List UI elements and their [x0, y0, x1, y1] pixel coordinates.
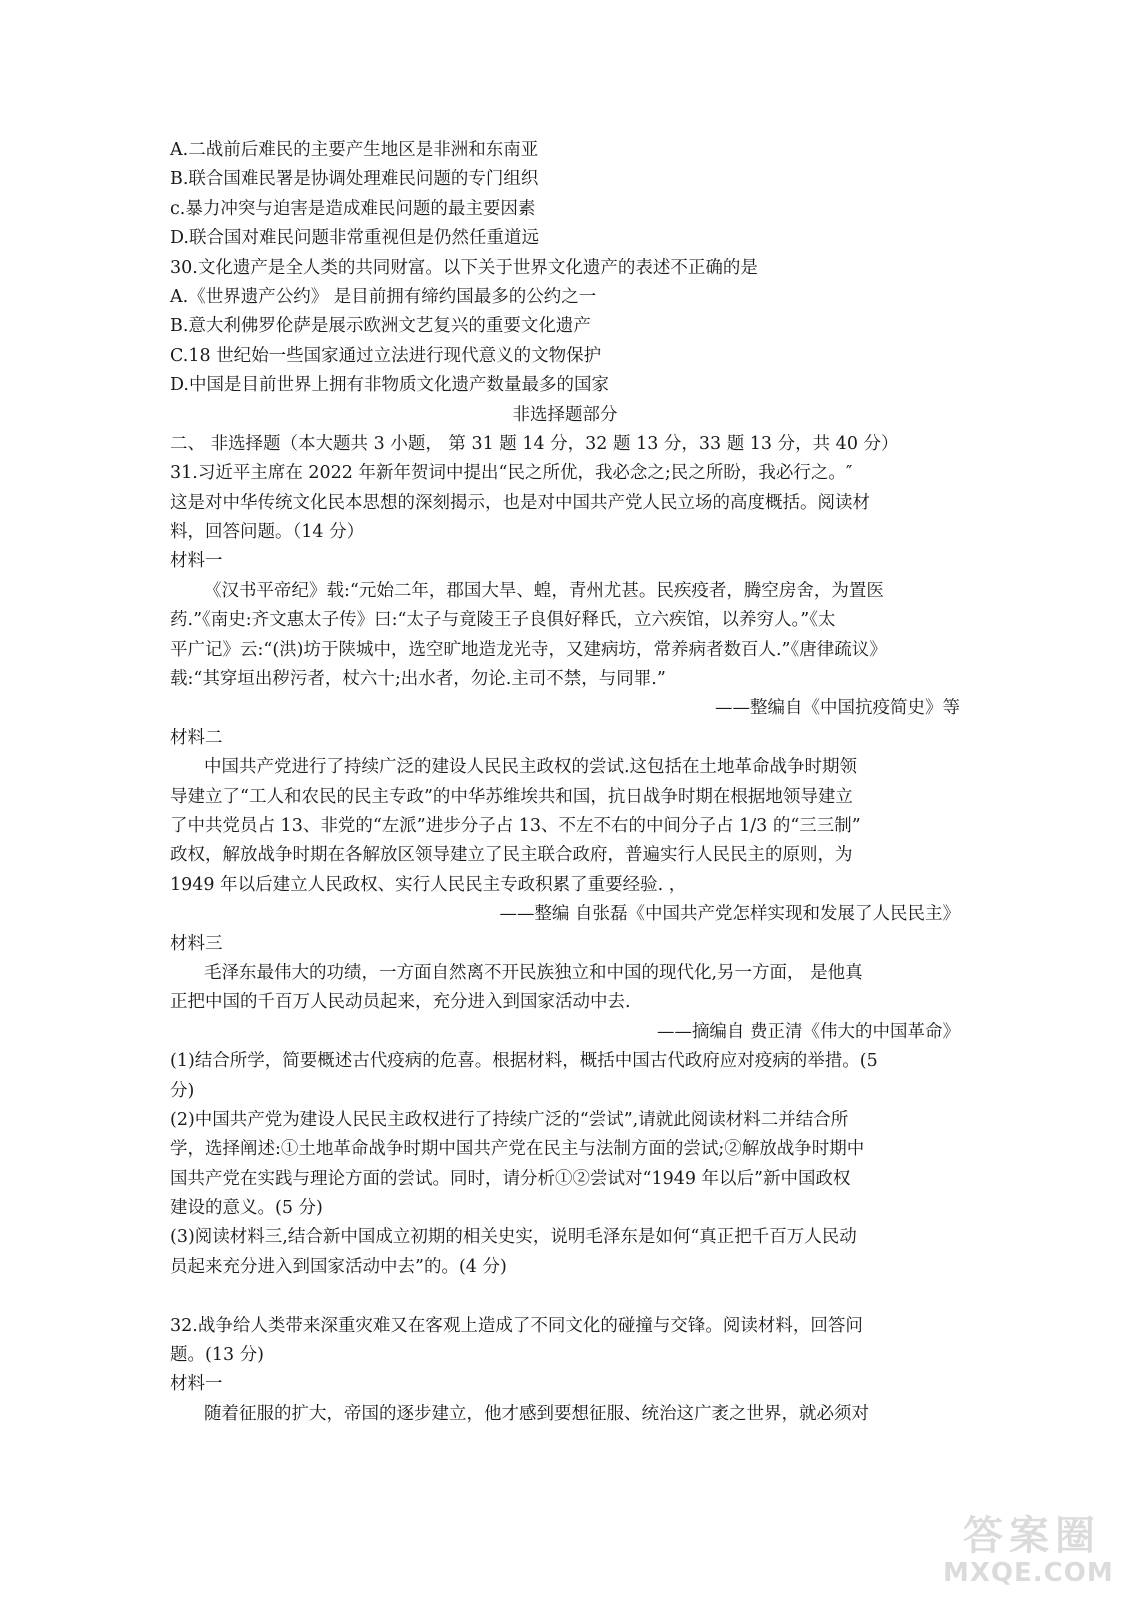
- q31-material1-label: 材料一: [170, 551, 223, 572]
- q32-stem-line: 32.战争给人类带来深重灾难又在客观上造成了不同文化的碰撞与交锋。阅读材料，回答问: [170, 1315, 863, 1336]
- q31-material2-line: 了中共党员占 13、非党的“左派”进步分子占 13、不左不右的中间分子占 1/3 的“三三制”: [170, 815, 861, 836]
- section-title: 非选择题部分: [512, 404, 618, 425]
- q31-stem-line: 这是对中华传统文化民本思想的深刻揭示，也是对中国共产党人民立场的高度概括。阅读材: [170, 492, 870, 513]
- q31-question-line: 国共产党在实践与理论方面的尝试。同时，请分析①②尝试对“1949 年以后”新中国政权: [170, 1168, 851, 1189]
- q31-material3-line: 正把中国的千百万人民动员起来，充分进入到国家活动中去.: [170, 992, 631, 1013]
- q31-material2-label: 材料二: [170, 727, 223, 748]
- q31-material3-source: ——摘编自 费正清《伟大的中国革命》: [656, 1021, 960, 1042]
- q31-material1-line: 《汉书平帝纪》载:“元始二年，郡国大旱、蝗，青州尤甚。民疾疫者，腾空房舍，为置医: [204, 580, 884, 601]
- watermark-logo: [943, 1504, 1113, 1592]
- exam-page: [170, 136, 960, 1429]
- q31-question-line: (2)中国共产党为建设人民民主政权进行了持续广泛的“尝试”,请就此阅读材料二并结合所: [170, 1109, 849, 1130]
- q31-question-line: 员起来充分进入到国家活动中去”的。(4 分): [170, 1256, 507, 1277]
- q31-material2-line: 政权，解放战争时期在各解放区领导建立了民主联合政府，普遍实行人民民主的原则，为: [170, 845, 853, 866]
- q32-material1-label: 材料一: [170, 1374, 223, 1395]
- q30-option-c: C.18 世纪始一些国家通过立法进行现代意义的文物保护: [170, 345, 602, 366]
- q31-material1-source: ——整编自《中国抗疫简史》等: [715, 698, 960, 719]
- q29-option-a: A.二战前后难民的主要产生地区是非洲和东南亚: [170, 140, 539, 160]
- q31-question-line: 分): [170, 1080, 195, 1101]
- q31-material3-line: 毛泽东最伟大的功绩，一方面自然离不开民族独立和中国的现代化,另一方面， 是他真: [204, 962, 863, 983]
- q30-option-d: D.中国是目前世界上拥有非物质文化遗产数量最多的国家: [170, 375, 609, 396]
- q31-material2-source: ——整编 自张磊《中国共产党怎样实现和发展了人民民主》: [499, 904, 960, 925]
- q31-material2-line: 中国共产党进行了持续广泛的建设人民民主政权的尝试.这包括在土地革命战争时期领: [204, 757, 858, 778]
- q31-question-line: 建设的意义。(5 分): [170, 1198, 323, 1219]
- q30-option-a: A.《世界遗产公约》 是目前拥有缔约国最多的公约之一: [170, 286, 597, 307]
- q29-option-b: B.联合国难民署是协调处理难民问题的专门组织: [170, 169, 539, 190]
- watermark-url-text: MXQE.COM: [943, 1558, 1114, 1588]
- q31-question-line: (1)结合所学，简要概述古代疫病的危喜。根据材料，概括中国古代政府应对疫病的举措。(5: [170, 1051, 878, 1072]
- q31-question-line: (3)阅读材料三,结合新中国成立初期的相关史实，说明毛泽东是如何“真正把千百万人民动: [170, 1227, 857, 1248]
- q31-material1-line: 药.”《南史:齐文惠太子传》曰:“太子与竟陵王子良俱好释氏，立六疾馆，以养穷人。”《太: [170, 610, 836, 631]
- q31-stem-line: 31.习近平主席在 2022 年新年贺词中提出“民之所优，我必念之;民之所盼，我必行之。″: [170, 463, 853, 484]
- q29-option-c: c.暴力冲突与迫害是造成难民问题的最主要因素: [170, 198, 536, 219]
- q31-stem-line: 料，回答问题。（14 分）: [170, 522, 365, 543]
- section-header: 二、 非选择题（本大题共 3 小题， 第 31 题 14 分，32 题 13 分，33 题 13 分，共 40 分）: [170, 433, 899, 454]
- q30-stem: 30.文化遗产是全人类的共同财富。以下关于世界文化遗产的表述不正确的是: [170, 257, 758, 278]
- q31-material3-label: 材料三: [170, 933, 223, 954]
- q31-material2-line: 导建立了“工人和农民的民主专政”的中华苏维埃共和国，抗日战争时期在根据地领导建立: [170, 786, 853, 807]
- q31-material2-line: 1949 年以后建立人民政权、实行人民民主专政积累了重要经验. ，: [170, 874, 687, 895]
- q29-option-d: D.联合国对难民问题非常重视但是仍然任重道远: [170, 228, 539, 249]
- q32-stem-line: 题。(13 分): [170, 1345, 264, 1366]
- watermark-top-text: 答案圈: [963, 1513, 1101, 1559]
- q31-question-line: 学，选择阐述:①土地革命战争时期中国共产党在民主与法制方面的尝试;②解放战争时期中: [170, 1139, 865, 1160]
- q31-material1-line: 载:“其穿垣出秽污者，杖六十;出水者，勿论.主司不禁，与同罪.”: [170, 669, 666, 690]
- q30-option-b: B.意大利佛罗伦萨是展示欧洲文艺复兴的重要文化遗产: [170, 316, 591, 337]
- blank-spacer: [170, 1282, 960, 1311]
- q32-material1-line: 随着征服的扩大，帝国的逐步建立，他才感到要想征服、统治这广袤之世界，就必须对: [204, 1403, 869, 1424]
- q31-material1-line: 平广记》云:“(洪)坊于陕城中，选空旷地造龙光寺，又建病坊，常养病者数百人.”《唐律疏议》: [170, 639, 887, 660]
